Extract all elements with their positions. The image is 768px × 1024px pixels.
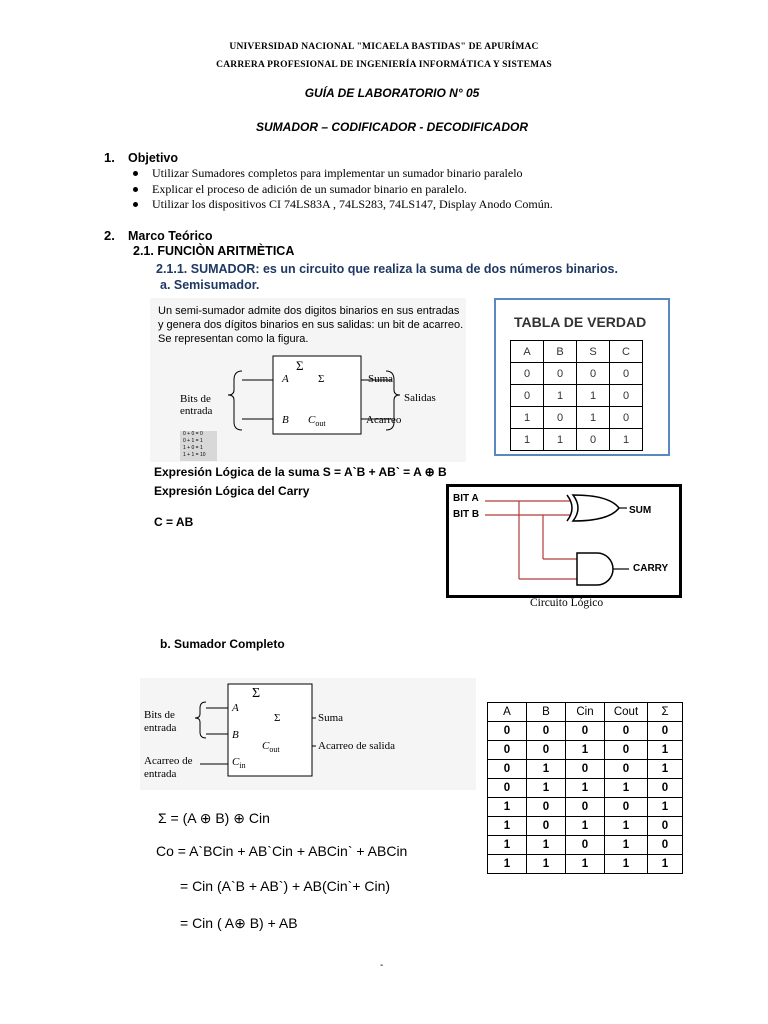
carry-equation: C = AB xyxy=(154,515,194,529)
logic-circuit-caption: Circuito Lógico xyxy=(530,597,604,609)
career-name: CARRERA PROFESIONAL DE INGENIERÍA INFORMÁTICA Y SISTEMAS xyxy=(216,60,552,70)
item-a-semisumador: a. Semisumador. xyxy=(160,278,260,292)
full-out-cout: $C_{out}$ xyxy=(262,740,280,755)
full-carry-formula-1: Co = A`BCin + AB`Cin + ABCin` + ABCin xyxy=(156,843,408,859)
half-in-b: B xyxy=(282,414,289,426)
table-row: 0 1 1 0 xyxy=(511,385,643,407)
table-row: 1 1 0 1 0 xyxy=(488,836,683,855)
xor-gate-back xyxy=(567,495,572,521)
full-adder-figure xyxy=(140,678,476,790)
table-row: 0 0 1 0 1 xyxy=(488,741,683,760)
half-truth-table xyxy=(510,340,643,451)
guide-title: GUÍA DE LABORATORIO N° 05 xyxy=(304,86,480,100)
full-bits-label: Bits de entrada xyxy=(144,709,177,734)
item-b-sumador-completo: b. Sumador Completo xyxy=(160,637,285,651)
section2-title: Marco Teórico xyxy=(128,229,213,243)
table-row: 1 0 1 1 0 xyxy=(488,817,683,836)
full-input-brace xyxy=(195,702,206,738)
subsection-2-1: 2.1. FUNCIÒN ARITMÈTICA xyxy=(133,244,295,258)
full-truth-table xyxy=(487,702,683,874)
full-sigma-top: Σ xyxy=(252,686,261,701)
logic-circuit-panel xyxy=(446,484,682,598)
half-in-a: A xyxy=(282,373,289,385)
carry-expression-label: Expresión Lógica del Carry xyxy=(154,484,310,498)
table-header-row: A B Cin Cout Σ xyxy=(488,703,683,722)
section1-title: Objetivo xyxy=(128,151,179,165)
full-in-a: A xyxy=(232,702,239,714)
full-carry-in-label: Acarreo de entrada xyxy=(144,755,193,780)
half-adder-description: Un semi-sumador admite dos digitos binarios en sus entradas y genera dos dígitos binarios en sus salidas: un bit de acarreo. Se representan como la figura. xyxy=(158,305,464,345)
table-row: 0 0 0 0 0 xyxy=(488,722,683,741)
half-truth-table-panel xyxy=(494,298,670,456)
university-name: UNIVERSIDAD NACIONAL "MICAELA BASTIDAS" DE APURÍMAC xyxy=(229,42,539,52)
table-header-row: A B S C xyxy=(511,341,643,363)
guide-subtitle: SUMADOR – CODIFICADOR - DECODIFICADOR xyxy=(256,120,528,134)
table-row: 1 1 0 1 xyxy=(511,429,643,451)
full-sum-formula: Σ = (A ⊕ B) ⊕ Cin xyxy=(158,810,270,826)
input-brace xyxy=(228,371,242,430)
full-carry-formula-3: = Cin ( A⊕ B) + AB xyxy=(180,915,298,931)
footer-mark: - xyxy=(380,960,384,971)
objective-bullet-1: Utilizar Sumadores completos para implementar un sumador binario paralelo xyxy=(133,166,523,181)
bullet-icon xyxy=(133,171,138,176)
bullet-icon xyxy=(133,202,138,207)
objective-bullet-2: Explicar el proceso de adición de un sumador binario en paralelo. xyxy=(133,182,467,197)
half-acarreo-label: Acarreo xyxy=(366,414,402,426)
binary-sum-mini-table: 0 + 0 = 0 0 + 1 = 1 1 + 0 = 1 1 + 1 = 10 xyxy=(180,431,217,461)
subsection-2-1-1: 2.1.1. SUMADOR: es un circuito que realiza la suma de dos números binarios. xyxy=(156,262,618,276)
full-out-sigma: Σ xyxy=(274,712,281,724)
full-in-cin: $C_{in}$ xyxy=(232,756,246,771)
table-row: 1 1 1 1 1 xyxy=(488,855,683,874)
full-suma-label: Suma xyxy=(318,712,344,724)
truth-table-title: TABLA DE VERDAD xyxy=(514,314,647,330)
section1-number: 1. xyxy=(104,150,115,165)
sum-expression: Expresión Lógica de la suma S = A`B + AB` = A ⊕ B xyxy=(154,465,447,479)
objective-bullet-3: Utilizar los dispositivos CI 74LS83A , 74LS283, 74LS147, Display Anodo Común. xyxy=(133,197,553,212)
half-suma-label: Suma xyxy=(368,373,394,385)
table-row: 0 1 1 1 0 xyxy=(488,779,683,798)
logic-circuit-diagram xyxy=(449,487,679,595)
half-out-cout: $C_{out}$ xyxy=(308,414,326,429)
section2-number: 2. xyxy=(104,228,115,243)
half-sigma-top: Σ xyxy=(296,358,304,373)
full-in-b: B xyxy=(232,729,239,741)
half-bits-label: Bits de entrada xyxy=(180,393,213,417)
xor-gate xyxy=(573,495,619,521)
table-row: 1 0 0 0 1 xyxy=(488,798,683,817)
half-out-sigma: Σ xyxy=(318,373,325,385)
bullet-icon xyxy=(133,187,138,192)
sum-label: SUM xyxy=(629,505,652,516)
table-row: 0 0 0 0 xyxy=(511,363,643,385)
table-row: 1 0 1 0 xyxy=(511,407,643,429)
carry-label: CARRY xyxy=(633,563,669,574)
bit-b-label: BIT B xyxy=(453,509,480,520)
bit-a-label: BIT A xyxy=(453,493,479,504)
full-acarreo-salida-label: Acarreo de salida xyxy=(318,740,395,752)
table-row: 0 1 0 0 1 xyxy=(488,760,683,779)
half-salidas-label: Salidas xyxy=(404,392,436,404)
and-gate xyxy=(577,553,613,585)
half-adder-figure xyxy=(150,298,466,462)
full-carry-formula-2: = Cin (A`B + AB`) + AB(Cin`+ Cin) xyxy=(180,878,391,894)
